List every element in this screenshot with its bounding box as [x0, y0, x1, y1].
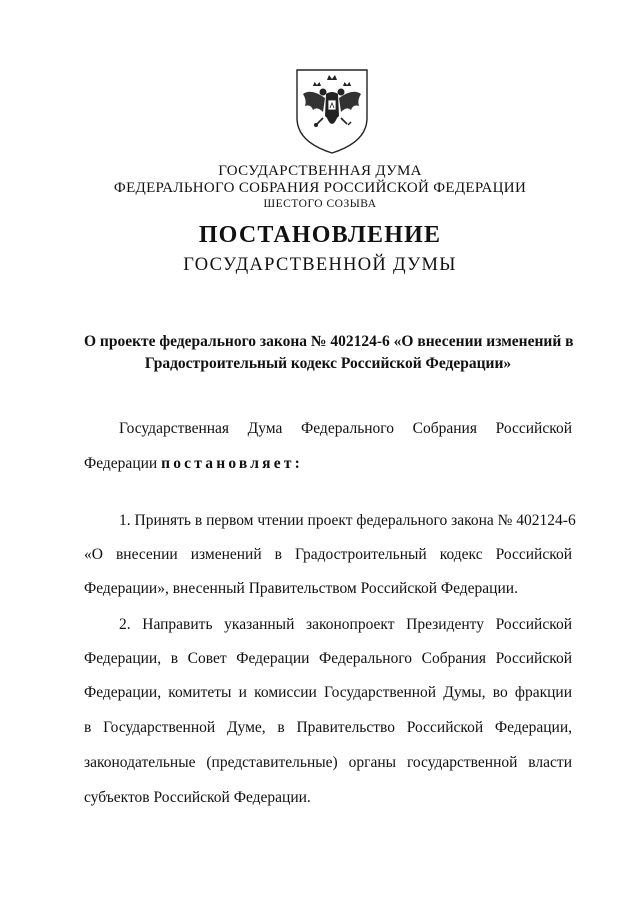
issuer-parliament: ФЕДЕРАЛЬНОГО СОБРАНИЯ РОССИЙСКОЙ ФЕДЕРАЦИИ [113, 180, 527, 196]
document-type-title: ПОСТАНОВЛЕНИЕ [198, 222, 442, 248]
convocation: ШЕСТОГО СОЗЫВА [263, 198, 377, 210]
item1-line: 1. Принять в первом чтении проект федерального закона № 402124-6 [119, 512, 576, 529]
item2-line: Федерации, комитеты и комиссии Государственной Думы, во фракции [84, 684, 572, 701]
item2-line: Федерации, в Совет Федерации Федерального Собрания Российской [84, 650, 572, 667]
item1-line: Федерации», внесенный Правительством Российской Федерации. [84, 580, 518, 597]
item1-line: «О внесении изменений в Градостроительный кодекс Российской [84, 546, 572, 563]
item2-line: 2. Направить указанный законопроект Президенту Российской [119, 616, 572, 633]
preamble-line: Государственная Дума Федерального Собрания Российской [119, 420, 572, 437]
document-issuer-subtitle: ГОСУДАРСТВЕННОЙ ДУМЫ [183, 255, 457, 275]
item2-line: законодательные (представительные) органы государственной власти [84, 754, 572, 771]
resolves-verb: постановляет: [161, 455, 303, 472]
subject-line: Градостроительный кодекс Российской Федерации» [144, 355, 512, 372]
preamble-prefix: Федерации [84, 455, 158, 472]
resolution-subject [84, 331, 572, 375]
preamble-line [84, 455, 303, 473]
coat-of-arms-icon [293, 66, 371, 156]
issuer-name: ГОСУДАРСТВЕННАЯ ДУМА [218, 163, 422, 179]
item2-line: в Государственной Думе, в Правительство Российской Федерации, [84, 719, 572, 736]
item2-line: субъектов Российской Федерации. [84, 789, 311, 806]
subject-line: О проекте федерального закона № 402124-6 «О внесении изменений в [84, 333, 574, 350]
